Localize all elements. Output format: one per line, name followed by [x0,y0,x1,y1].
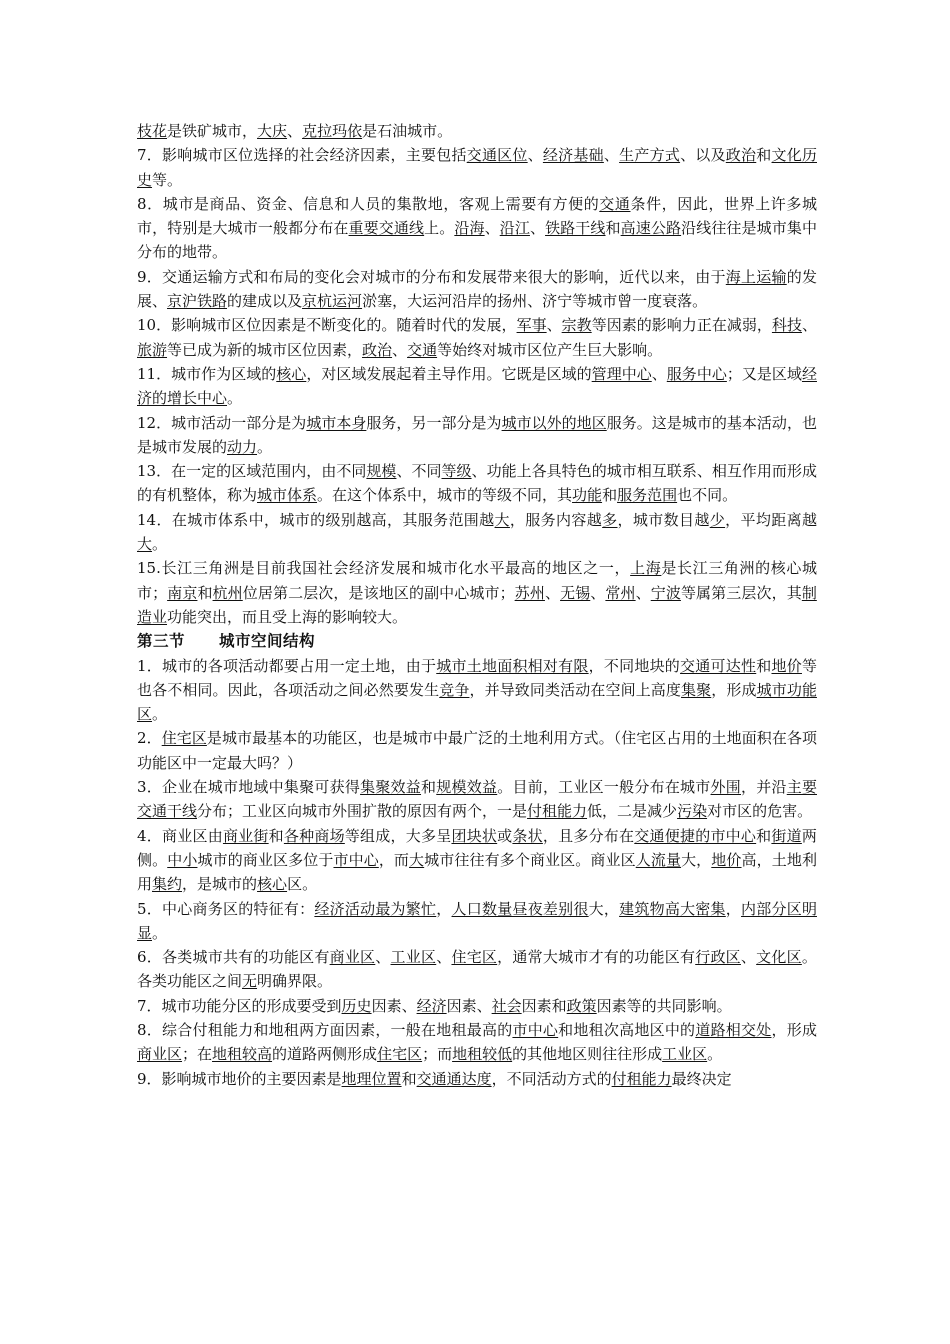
underlined-term: 工业区 [662,1045,708,1064]
underlined-term: 道路相交处 [695,1020,772,1039]
underlined-term: 管理中心 [591,364,652,383]
underlined-term: 文化区 [756,948,802,967]
text-run: 。 [152,535,168,554]
text-run: 大， [588,899,620,918]
underlined-term: 政策 [566,996,597,1015]
paragraph [137,411,817,460]
underlined-term: 团块状 [451,826,498,845]
text-run: 或 [497,826,513,845]
text-run: ；又是区域 [726,364,802,383]
underlined-term: 城市土地面积相对有限 [436,656,589,675]
paragraph [137,313,817,362]
text-run: 服务，另一部分是为 [366,413,502,432]
text-run: 、 [484,219,500,238]
underlined-term: 少 [709,510,726,529]
text-run: 条件，因此，世界上许多城市，特别是大城市一般都分布在 [137,194,817,238]
text-run: 。在这个体系中，城市的等级不同，其 [317,486,573,505]
underlined-term: 政治 [725,146,757,165]
underlined-term: 大庆 [257,122,288,140]
text-run: 的其他地区则往往形成 [512,1045,663,1064]
text-run: 。 [152,705,168,724]
text-run: 是长江三角洲的核心城市； [137,559,817,602]
text-run: 13．在一定的区域范围内，由不同 [137,462,367,481]
underlined-term: 交通可达性 [680,656,757,675]
paragraph [137,994,817,1018]
text-run: ，不同地块的 [588,656,681,675]
text-run: 2． [137,729,162,748]
text-run: 、 [287,122,303,140]
underlined-term: 规模效益 [436,778,498,797]
underlined-term: 核心 [257,875,288,894]
text-run: 6．各类城市共有的功能区有 [137,948,330,967]
paragraph [137,192,817,265]
text-run: 和 [756,656,772,675]
text-run: 等始终对城市区位产生巨大影响。 [437,340,663,359]
text-run: 对市区的危害。 [707,802,813,821]
underlined-term: 杭州 [212,583,243,602]
underlined-term: 建筑物高大密集 [619,899,726,918]
text-run: 9．影响城市地价的主要因素是 [137,1069,342,1088]
text-run: ；而 [422,1045,453,1064]
underlined-term: 集聚效益 [360,778,422,797]
text-run: 7．城市功能分区的形成要受到 [137,996,342,1015]
paragraph [137,726,817,775]
text-run: 。 [227,389,243,408]
text-run: 的道路两侧形成 [272,1045,378,1064]
underlined-term: 大 [409,850,425,869]
text-run: ，形成 [711,680,757,699]
underlined-term: 城市功能区 [137,680,817,724]
underlined-term: 枝花 [137,122,168,140]
underlined-term: 无锡 [560,583,591,602]
text-run: ，不同活动方式的 [491,1069,612,1088]
text-run: 、 [801,316,817,335]
section-number: 第三节 [137,631,186,651]
underlined-term: 京杭运河 [302,292,363,311]
text-run: ， [436,899,452,918]
underlined-term: 市中心 [512,1020,559,1039]
underlined-term: 克拉玛依 [302,122,363,140]
text-run: 。 [707,1045,723,1064]
text-run: 。目前，工业区一般分布在城市 [497,778,711,797]
text-run: 和 [602,486,618,505]
underlined-term: 旅游 [137,340,168,359]
underlined-term: 核心 [276,364,307,383]
paragraph [137,508,817,557]
underlined-term: 交通 [407,340,438,359]
underlined-term: 外围 [710,778,742,797]
text-run: 是铁矿城市， [167,122,258,140]
underlined-term: 科技 [771,316,802,335]
underlined-term: 交通区位 [466,146,528,165]
text-run: 等。 [152,170,183,189]
section-title: 城市空间结构 [219,631,316,651]
text-run: ，服务内容越 [509,510,603,529]
text-run: ，并沿 [741,778,787,797]
underlined-term: 宁波 [650,583,681,602]
underlined-term: 沿海 [454,219,485,238]
text-run: 10．影响城市区位因素是不断变化的。随着时代的发展， [137,316,517,335]
paragraph [137,119,817,143]
text-run: 区。 [287,875,318,894]
underlined-term: 商业区 [329,948,376,967]
text-run: 等属第三层次，其 [680,583,802,602]
text-run: 和 [756,826,772,845]
underlined-term: 经济 [416,996,447,1015]
paragraph [137,654,817,727]
text-run: 位居第二层次，是该地区的副中心城市； [242,583,515,602]
underlined-term: 军事 [516,316,547,335]
text-run: 和地租次高地区中的 [558,1020,696,1039]
text-run: 4．商业区由 [137,826,223,845]
underlined-term: 人流量 [635,850,682,869]
text-run: ；在 [182,1045,213,1064]
underlined-term: 行政区 [695,948,741,967]
underlined-term: 大 [137,535,153,554]
text-run: 因素和 [521,996,567,1015]
text-run: 和 [401,1069,417,1088]
text-run: 、 [603,146,620,165]
underlined-term: 住宅区 [451,948,498,967]
text-run: ，通常大城市才有的功能区有 [497,948,696,967]
text-run: 。各类功能区之间 [137,948,817,991]
underlined-term: 服务范围 [617,486,678,505]
text-run: 11．城市作为区域的 [137,364,277,383]
text-run: 上。 [424,219,455,238]
underlined-term: 住宅区 [161,729,207,748]
underlined-term: 社会 [491,996,522,1015]
underlined-term: 服务中心 [666,364,727,383]
text-run: 、功能上各具特色的城市相互联系、相互作用而形成的有机整体，称为 [137,462,817,505]
underlined-term: 集聚 [681,680,712,699]
underlined-term: 宗教 [561,316,592,335]
underlined-term: 京沪铁路 [167,292,228,311]
underlined-term: 地租较高 [212,1045,273,1064]
text-run: 也不同。 [677,486,738,505]
underlined-term: 市中心 [333,850,379,869]
paragraph [137,362,817,411]
underlined-term: 常州 [605,583,636,602]
underlined-term: 文化历史 [137,146,817,189]
text-run: ， [725,899,742,918]
text-run: 的发展、 [137,267,817,311]
text-run: 14．在城市体系中，城市的级别越高，其服务范围越 [137,510,495,529]
text-run: ，城市数目越 [617,510,710,529]
underlined-term: 制造业 [137,583,817,626]
text-run: 、 [544,583,561,602]
text-run: 城市的商业区多位于 [197,850,334,869]
paragraph [137,824,817,897]
paragraph [137,897,817,946]
underlined-term: 各种商场 [283,826,345,845]
text-run: ，并导致同类活动在空间上高度 [469,680,682,699]
underlined-term: 政治 [362,340,393,359]
text-run: ，形成 [771,1020,817,1039]
text-run: 、不同 [396,462,442,481]
text-run: 、 [392,340,408,359]
text-run: 是石油城市。 [362,122,453,140]
text-run: ，且多分布在 [542,826,635,845]
text-run: 、 [740,948,757,967]
underlined-term: 污染 [677,802,708,821]
text-run: 12．城市活动一部分是为 [137,413,307,432]
text-run: 服务。这是城市的基本活动，也是城市发展的 [137,413,817,456]
text-run: ，而 [378,850,410,869]
underlined-term: 多 [602,510,618,529]
text-run: 高，土地利用 [137,850,817,894]
underlined-term: 付租能力 [527,802,588,821]
underlined-term: 大 [494,510,510,529]
underlined-term: 城市以外的地区 [501,413,607,432]
text-run: 是城市最基本的功能区，也是城市中最广泛的土地利用方式。（住宅区占用的土地面积在各项功能区中一定最大吗？） [137,729,817,772]
text-run: 1．城市的各项活动都要占用一定土地，由于 [137,656,437,675]
text-run: 3．企业在城市地域中集聚可获得 [137,778,361,797]
text-run: 5．中心商务区的特征有： [137,899,315,918]
underlined-term: 人口数量昼夜差别很 [451,899,589,918]
underlined-term: 工业区 [390,948,437,967]
text-run: 、 [375,948,391,967]
text-run: 等组成，大多呈 [344,826,452,845]
text-run: 8．城市是商品、资金、信息和人员的集散地，客观上需要有方便的 [137,194,600,213]
text-run: 、 [635,583,651,602]
underlined-term: 生产方式 [619,146,681,165]
underlined-term: 交通便捷的市中心 [634,826,757,845]
paragraph [137,265,817,314]
underlined-term: 城市本身 [306,413,367,432]
underlined-term: 竞争 [439,680,470,699]
text-run: 、 [590,583,606,602]
document-page [137,119,817,1091]
underlined-term: 经济活动最为繁忙 [314,899,437,918]
section-heading [137,629,817,653]
text-run: 。 [257,437,273,456]
text-run: ，是城市的 [182,875,258,894]
text-run: 最终决定 [671,1069,732,1088]
text-run: ，对区域发展起着主导作用。它既是区域的 [306,364,592,383]
paragraph [137,775,817,824]
text-run: 。 [152,923,168,942]
paragraphs-after [137,654,817,1091]
underlined-term: 经济的增长中心 [137,364,817,408]
text-run: 、以及 [680,146,726,165]
underlined-term: 条状 [512,826,543,845]
paragraph [137,143,817,192]
underlined-term: 城市体系 [257,486,318,505]
text-run: 、 [651,364,667,383]
text-run: 15.长江三角洲是目前我国社会经济发展和城市化水平最高的地区之一， [137,559,631,578]
underlined-term: 规模 [366,462,397,481]
text-run: 、 [546,316,562,335]
text-run: 、 [527,146,543,165]
text-run: 分布；工业区向城市外围扩散的原因有两个，一是 [197,802,528,821]
underlined-term: 等级 [441,462,472,481]
underlined-term: 商业街 [222,826,269,845]
underlined-term: 苏州 [514,583,545,602]
underlined-term: 付租能力 [611,1069,672,1088]
underlined-term: 动力 [227,437,258,456]
underlined-term: 海上运输 [725,267,787,286]
text-run: 7．影响城市区位选择的社会经济因素，主要包括 [137,146,467,165]
text-run: ，平均距离越 [725,510,817,529]
text-run: 和 [605,219,621,238]
underlined-term: 无 [242,972,258,991]
underlined-term: 商业区 [137,1045,183,1064]
text-run: 、 [436,948,452,967]
text-run: 因素、 [371,996,417,1015]
paragraph [137,459,817,508]
text-run: 因素等的共同影响。 [596,996,732,1015]
underlined-term: 铁路干线 [545,219,606,238]
paragraph [137,556,817,629]
text-run: 9．交通运输方式和布局的变化会对城市的分布和发展带来很大的影响，近代以来，由于 [137,267,726,286]
text-run: 淤塞，大运河沿岸的扬州、济宁等城市曾一度衰落。 [362,292,708,311]
paragraph [137,1067,817,1091]
underlined-term: 主要交通干线 [137,778,817,821]
underlined-term: 功能 [572,486,603,505]
text-run: 低，二是减少 [587,802,678,821]
underlined-term: 历史 [341,996,372,1015]
underlined-term: 住宅区 [377,1045,423,1064]
underlined-term: 交通 [599,194,631,213]
underlined-term: 重要交通线 [348,219,425,238]
text-run: 沿线往往是城市集中分布的地带。 [137,219,817,262]
paragraph [137,1018,817,1067]
paragraphs-before [137,119,817,629]
text-run: 功能突出，而且受上海的影响较大。 [167,607,408,626]
text-run: 因素、 [446,996,492,1015]
underlined-term: 地租较低 [452,1045,513,1064]
text-run: 大， [681,850,712,869]
underlined-term: 高速公路 [620,219,682,238]
underlined-term: 地价 [771,656,802,675]
text-run: 等已成为新的城市区位因素， [167,340,363,359]
underlined-term: 地理位置 [341,1069,402,1088]
text-run: 的建成以及 [227,292,303,311]
paragraph [137,945,817,994]
text-run: 和 [197,583,213,602]
underlined-term: 地价 [711,850,742,869]
underlined-term: 集约 [152,875,183,894]
text-run: 和 [756,146,772,165]
text-run: 等也各不相同。因此，各项活动之间必然要发生 [137,656,817,699]
text-run: 8．综合付租能力和地租两方面因素，一般在地租最高的 [137,1020,513,1039]
text-run: 和 [421,778,437,797]
text-run: 城市往往有多个商业区。商业区 [424,850,636,869]
underlined-term: 沿江 [499,219,530,238]
text-run: 、 [529,219,546,238]
underlined-term: 交通通达度 [416,1069,492,1088]
underlined-term: 内部分区明显 [137,899,817,942]
text-run: 和 [268,826,284,845]
underlined-term: 经济基础 [542,146,604,165]
underlined-term: 街道 [771,826,802,845]
text-run: 等因素的影响力正在减弱， [591,316,772,335]
underlined-term: 中小 [167,850,198,869]
text-run: 明确界限。 [257,972,333,991]
underlined-term: 南京 [167,583,198,602]
underlined-term: 上海 [630,559,662,578]
text-run: 两侧。 [137,826,817,869]
